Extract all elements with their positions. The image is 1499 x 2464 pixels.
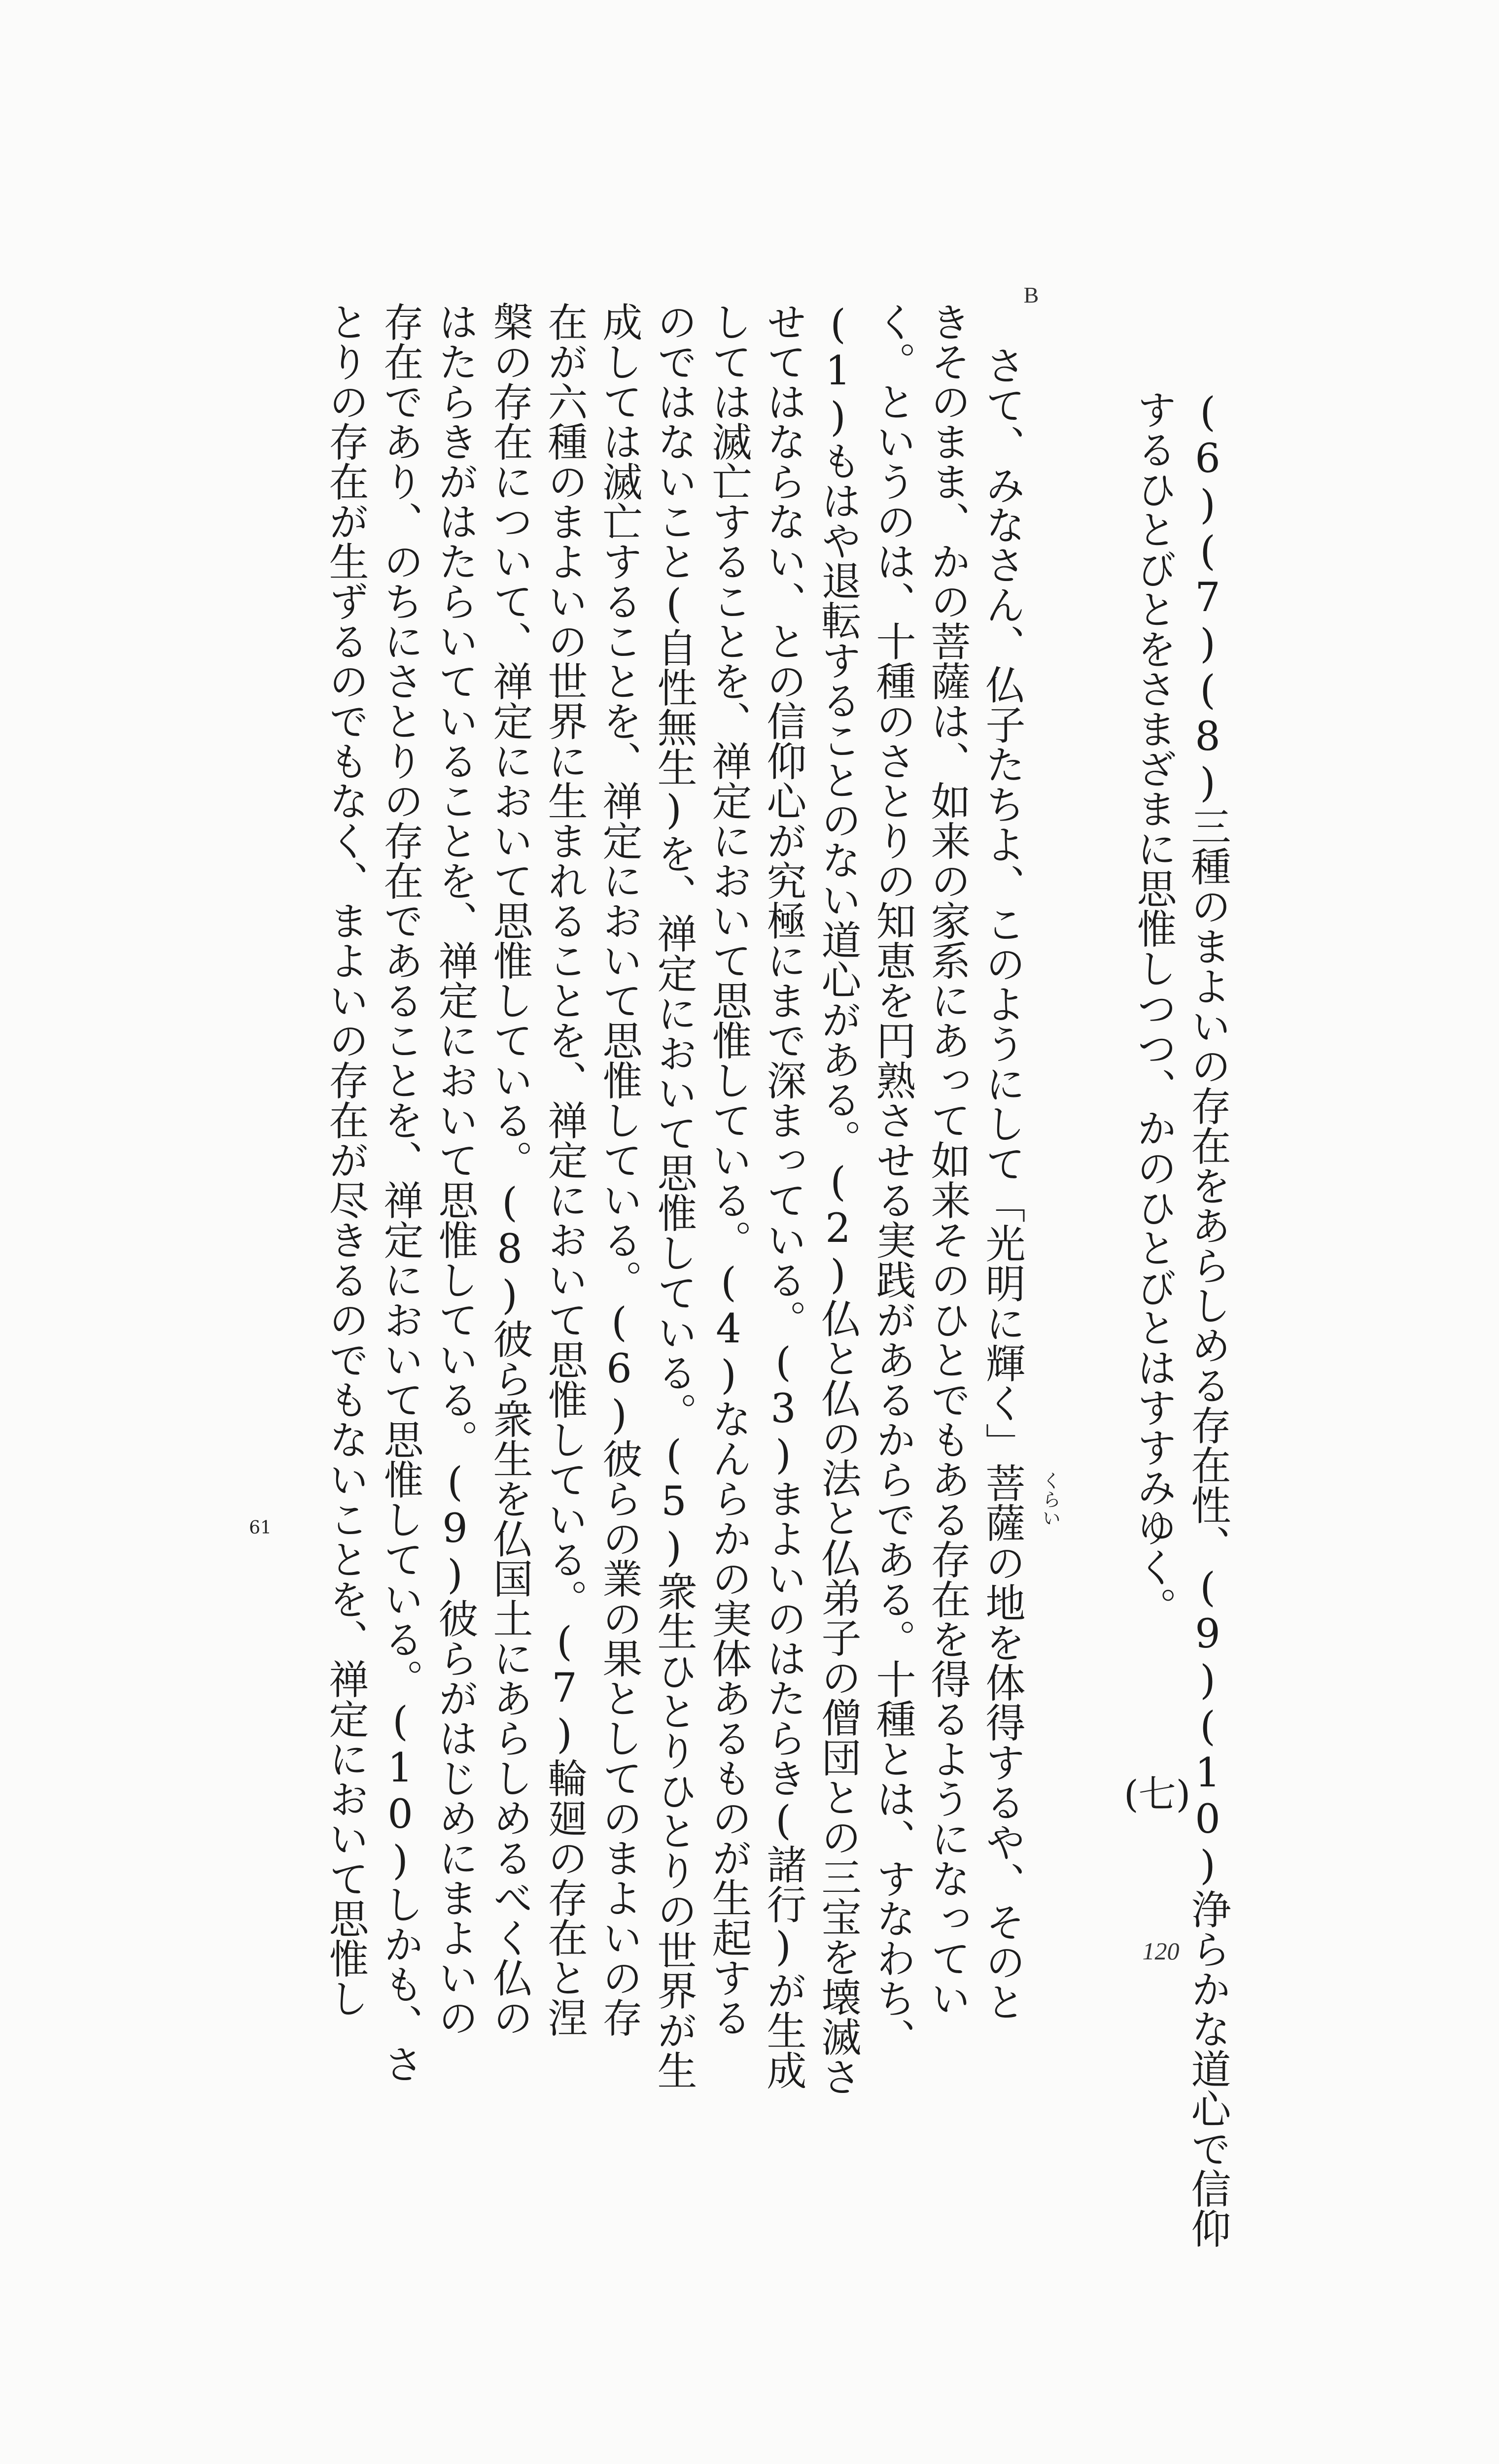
text-column-2: するひとびとをさまざまに思惟しつつ、かのひとびとはすすみゆく。 xyxy=(1130,389,1177,1627)
text-column-10: 成しては滅亡することを、禅定において思惟している。(6)彼らの業の果としてのまよいの存 xyxy=(596,302,642,2037)
footnote-marker: 61 xyxy=(249,1518,272,1538)
verse-marker: (七) xyxy=(1124,1772,1191,1816)
ruby-annotation: くらい xyxy=(1039,1471,1061,1527)
page-number: 120 xyxy=(1142,1937,1180,1965)
text-column-1: (6)(7)(8)三種のまよいの存在をあらしめる存在性、(9)(10)浄らかな道心で信仰 xyxy=(1185,389,1231,2248)
text-column-7: せてはならない、との信仰心が究極にまで深まっている。(3)まよいのはたらき(諸行)が生成 xyxy=(760,302,806,2090)
text-column-5: く。というのは、十種のさとりの知恵を円熟させる実践があるからである。十種とは、すなわち、 xyxy=(870,302,916,2058)
text-column-3: さて、みなさん、仏子たちよ、このようにして「光明に輝く」菩薩の地を体得するや、そのと xyxy=(979,345,1025,2021)
text-column-12: 槃の存在について、禅定において思惟している。(8)彼ら衆生を仏国土にあらしめるべく仏の xyxy=(487,302,533,2037)
text-column-15: とりの存在が生ずるのでもなく、まよいの存在が尽きるのでもないことを、禅定において思惟し xyxy=(322,302,369,2018)
section-label: B xyxy=(1023,282,1039,308)
text-column-6: (1)もはや退転することのない道心がある。(2)仏と仏の法と仏弟子の僧団との三宝を壊滅さ xyxy=(815,302,861,2096)
text-column-4: きそのまま、かの菩薩は、如来の家系にあって如来そのひとでもある存在を得るようになってい xyxy=(924,302,971,2018)
text-column-9: のではないこと(自性無生)を、禅定において思惟している。(5)衆生ひとりひとりの世界が生 xyxy=(651,302,697,2090)
text-column-14: 存在であり、のちにさとりの存在であることを、禅定において思惟している。(10)しかも、さ xyxy=(377,302,423,2084)
text-column-8: しては滅亡することを、禅定において思惟している。(4)なんらかの実体あるものが生起する xyxy=(705,302,752,2037)
text-column-13: はたらきがはたらいていることを、禅定において思惟している。(9)彼らがはじめにまよいの xyxy=(432,302,478,2037)
text-column-11: 在が六種のまよいの世界に生まれることを、禅定において思惟している。(7)輪廻の存在と涅 xyxy=(541,302,588,2037)
